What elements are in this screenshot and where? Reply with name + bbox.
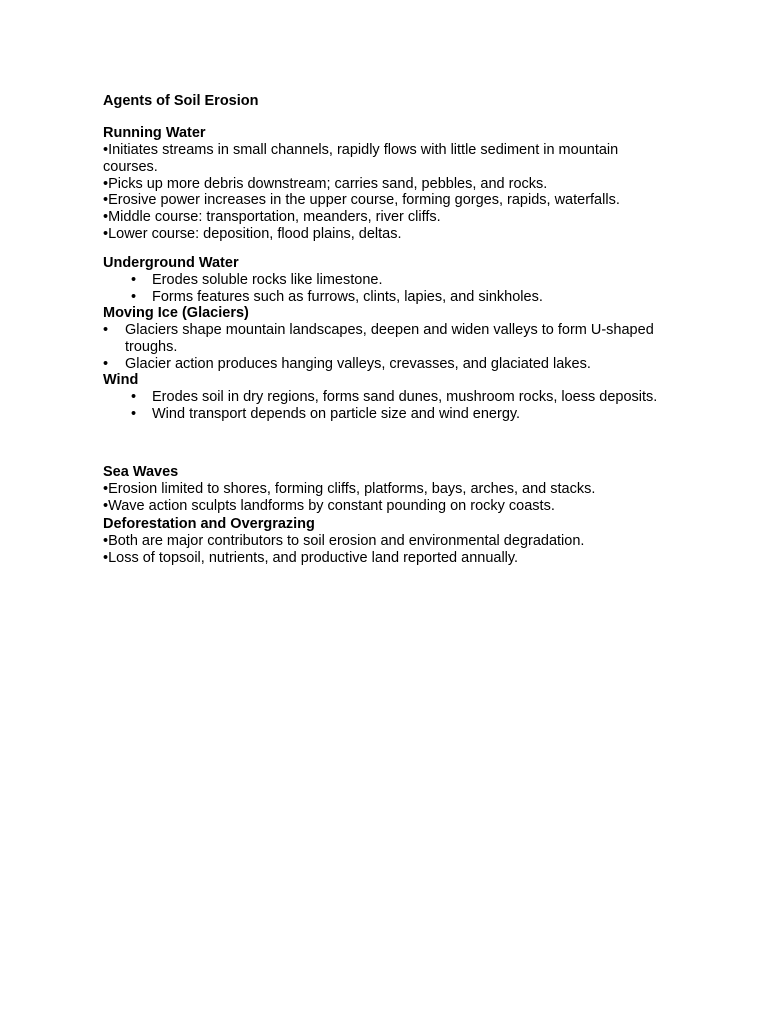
running-water-line: •Picks up more debris downstream; carries sand, pebbles, and rocks. [103, 175, 548, 192]
running-water-line: •Middle course: transportation, meanders, river cliffs. [103, 209, 441, 226]
list-item [103, 322, 663, 356]
section-heading-underground-water: Underground Water [103, 255, 239, 271]
list-item [103, 406, 663, 423]
document-title: Agents of Soil Erosion [103, 93, 259, 109]
bullet-glyph: • [131, 405, 137, 422]
section-heading-running-water: Running Water [103, 125, 206, 141]
list-item [103, 389, 663, 406]
section-sea-waves [103, 464, 663, 515]
list-item [103, 289, 663, 306]
section-heading-wind: Wind [103, 372, 139, 388]
section-underground-water [103, 255, 663, 306]
list-item-text: Erodes soluble rocks like limestone. [152, 272, 383, 288]
deforestation-line: •Both are major contributors to soil erosion and environmental degradation. [103, 533, 585, 549]
section-heading-sea-waves: Sea Waves [103, 464, 179, 480]
list-item-text: Glacier action produces hanging valleys, crevasses, and glaciated lakes. [125, 355, 591, 372]
list-item [103, 272, 663, 289]
running-water-line: •Erosive power increases in the upper course, forming gorges, rapids, waterfalls. [103, 192, 620, 209]
bullet-glyph: • [131, 389, 137, 405]
section-running-water [103, 125, 663, 243]
list-item-text: Erodes soil in dry regions, forms sand dunes, mushroom rocks, loess deposits. [152, 389, 658, 405]
list-item-text: Forms features such as furrows, clints, lapies, and sinkholes. [152, 288, 543, 305]
section-heading-moving-ice: Moving Ice (Glaciers) [103, 305, 249, 321]
section-deforestation [103, 516, 663, 567]
section-moving-ice [103, 305, 663, 372]
underground-water-list [103, 272, 663, 306]
running-water-line: •Initiates streams in small channels, rapidly flows with little sediment in mountain courses. [103, 142, 619, 175]
bullet-glyph: • [103, 355, 109, 372]
sea-waves-line: •Erosion limited to shores, forming cliffs, platforms, bays, arches, and stacks. [103, 481, 596, 497]
sea-waves-line: •Wave action sculpts landforms by constant pounding on rocky coasts. [103, 497, 555, 514]
wind-list [103, 389, 663, 423]
section-heading-deforestation: Deforestation and Overgrazing [103, 516, 315, 532]
bullet-glyph: • [131, 288, 137, 305]
list-item [103, 356, 663, 373]
running-water-line: •Lower course: deposition, flood plains, deltas. [103, 225, 402, 242]
list-item-text: Wind transport depends on particle size and wind energy. [152, 405, 521, 422]
deforestation-line: •Loss of topsoil, nutrients, and productive land reported annually. [103, 549, 519, 566]
bullet-glyph: • [103, 322, 109, 338]
section-wind [103, 372, 663, 423]
list-item-text: Glaciers shape mountain landscapes, deepen and widen valleys to form U-shaped troughs. [125, 322, 654, 355]
bullet-glyph: • [131, 272, 137, 288]
moving-ice-list [103, 322, 663, 372]
